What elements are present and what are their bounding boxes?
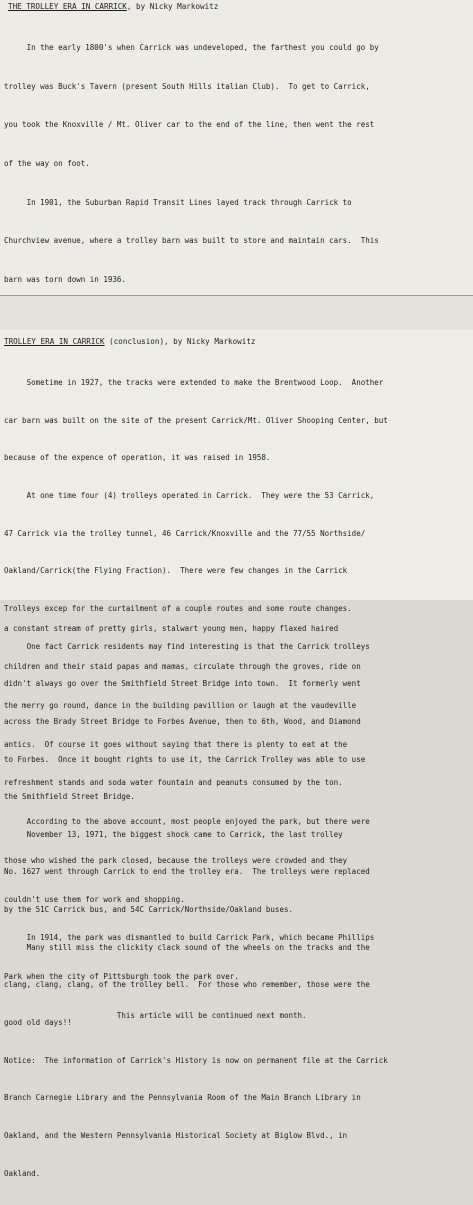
text-line: you took the Knoxville / Mt. Oliver car to the end of the line, then went the rest xyxy=(4,120,375,130)
text-line: those who wished the park closed, because the trolleys were crowded and they xyxy=(4,855,348,865)
text-line: No. 1627 went through Carrick to end the trolley era. The trolleys were replaced xyxy=(4,867,370,877)
text-line: the Smithfield Street Bridge. xyxy=(4,792,135,802)
text-line: refreshment stands and soda water fountain and peanuts consumed by the ton. xyxy=(4,778,343,788)
text-line: clang, clang, clang, of the trolley bell. For those who remember, those were the xyxy=(4,980,370,990)
text-line: Churchview avenue, where a trolley barn was built to store and maintain cars. This xyxy=(4,236,379,246)
text-line: Trolleys excep for the curtailment of a couple routes and some route changes. xyxy=(4,603,352,613)
article-title: TROLLEY ERA IN CARRICK xyxy=(4,337,105,346)
text-line: across the Brady Street Bridge to Forbes Avenue, then to 6th, Wood, and Diamond xyxy=(4,716,361,726)
text-line: At one time four (4) trolleys operated in Carrick. They were the 53 Carrick, xyxy=(4,491,375,501)
text-line: because of the expence of operation, it was raised in 1958. xyxy=(4,453,271,463)
text-line: car barn was built on the site of the present Carrick/Mt. Oliver Shooping Center, but xyxy=(4,415,388,425)
text-line: a constant stream of pretty girls, stalwart young men, happy flaxed haired xyxy=(4,623,339,633)
text-line: In 1914, the park was dismantled to build Carrick Park, which became Phillips xyxy=(4,933,375,943)
clipping-gap xyxy=(0,296,473,330)
text-line: trolley was Buck's Tavern (present South Hills italian Club). To get to Carrick, xyxy=(4,81,370,91)
text-line: According to the above account, most people enjoyed the park, but there were xyxy=(4,817,370,827)
text-line: One fact Carrick residents may find interesting is that the Carrick trolleys xyxy=(4,641,370,651)
text-line: Many still miss the clickity clack sound of the wheels on the tracks and the xyxy=(4,942,370,952)
continued-note: This article will be continued next month. xyxy=(4,1010,307,1020)
text-line: the merry go round, dance in the building pavillion or laugh at the vaudeville xyxy=(4,701,357,711)
text-line: Park when the city of Pittsburgh took the park over. xyxy=(4,972,239,982)
article-byline: (conclusion), by Nicky Markowitz xyxy=(104,337,256,346)
notice-line: Notice: The information of Carrick's History is now on permanent file at the Carrick xyxy=(4,1055,388,1065)
text-line: Sometime in 1927, the tracks were extended to make the Brentwood Loop. Another xyxy=(4,378,384,388)
text-line: by the 51C Carrick bus, and 54C Carrick/Northside/Oakland buses. xyxy=(4,905,293,915)
text-line: Oakland/Carrick(the Flying Fraction). There were few changes in the Carrick xyxy=(4,566,348,576)
article-heading xyxy=(8,1,218,12)
text-line: children and their staid papas and mamas, circulate through the groves, ride on xyxy=(4,662,361,672)
notice-line: Branch Carnegie Library and the Pennsylvania Room of the Main Branch Library in xyxy=(4,1093,361,1103)
text-line: of the way on foot. xyxy=(4,158,90,168)
article-body xyxy=(4,352,388,1205)
text-line: barn was torn down in 1936. xyxy=(4,275,126,285)
text-line: 47 Carrick via the trolley tunnel, 46 Carrick/Knoxville and the 77/55 Northside/ xyxy=(4,528,366,538)
text-line: good old days!! xyxy=(4,1017,72,1027)
article-heading xyxy=(4,336,255,347)
text-line: In the early 1800's when Carrick was undeveloped, the farthest you could go by xyxy=(4,42,379,52)
text-line: to Forbes. Once it bought rights to use it, the Carrick Trolley was able to use xyxy=(4,754,366,764)
text-line: didn't always go over the Smithfield Street Bridge into town. It formerly went xyxy=(4,679,361,689)
article-title: THE TROLLEY ERA IN CARRICK xyxy=(8,2,127,11)
text-line: couldn't use them for work and shopping. xyxy=(4,894,185,904)
notice-line: Oakland. xyxy=(4,1168,41,1178)
text-line: In 1901, the Suburban Rapid Transit Lines layed track through Carrick to xyxy=(4,197,352,207)
notice-line: Oakland, and the Western Pennsylvania Historical Society at Biglow Blvd., in xyxy=(4,1130,348,1140)
text-line: November 13, 1971, the biggest shock came to Carrick, the last trolley xyxy=(4,829,343,839)
article-byline: , by Nicky Markowitz xyxy=(126,2,219,11)
text-line: antics. Of course it goes without saying that there is plenty to eat at the xyxy=(4,739,348,749)
